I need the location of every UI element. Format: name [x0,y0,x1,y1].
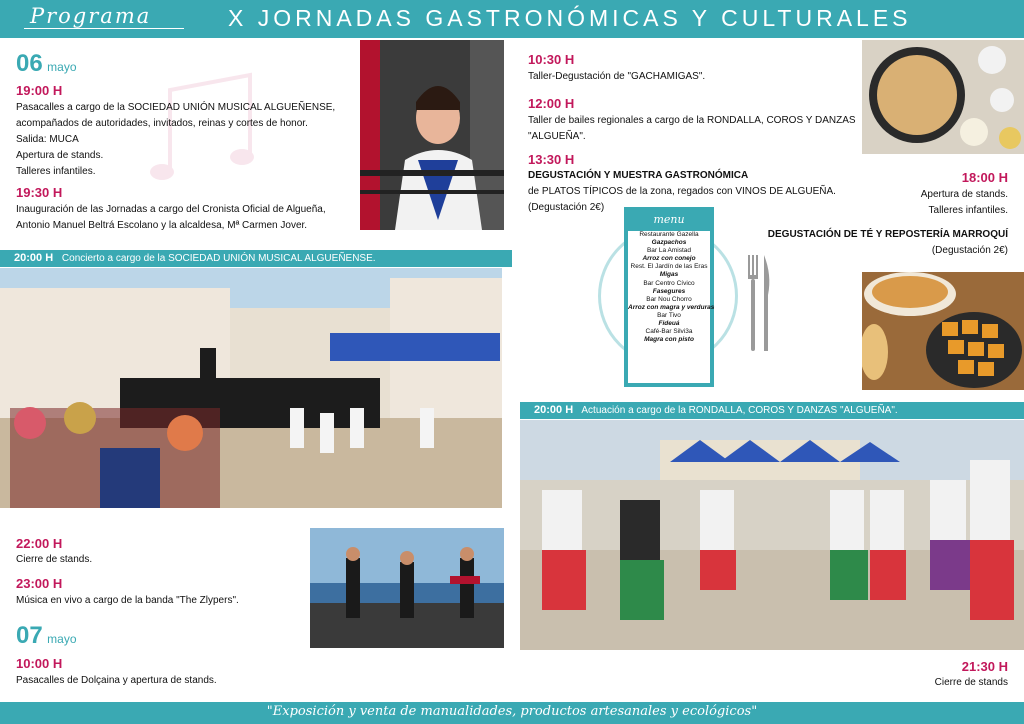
menu-item: Fideuá [658,320,680,328]
event-description: Concierto a cargo de la SOCIEDAD UNIÓN MUSICAL ALGUEÑENSE. [61,253,376,264]
event-time: 22:00 H [16,536,63,551]
pastries-illustration [862,272,1024,390]
menu-item: Arroz con magra y verduras [628,303,715,311]
menu-item: Fasegures [652,287,686,295]
event-time: 18:00 H [961,170,1008,185]
text-line: Apertura de stands. [920,189,1008,200]
day-month: mayo [47,632,77,646]
event-description [16,100,356,180]
event-description: Cierre de stands. [16,554,93,565]
event-description [16,202,356,234]
text-line: DEGUSTACIÓN Y MUESTRA GASTRONÓMICA [528,170,749,181]
day-07-header [16,622,77,650]
text-line: Antonio Manuel Beltrá Escolano y la alcaldesa, Mª Carmen Jover. [16,220,308,231]
event-time: 20:00 H [534,404,574,416]
event-time: 13:30 H [528,152,575,167]
event-description [800,187,1008,219]
event-description: Pasacalles de Dolçaina y apertura de stands. [16,675,217,686]
day-number: 06 [16,50,43,77]
menu-card [624,207,714,387]
fork-knife-icon [744,255,774,355]
menu-item: Bar Nou Chorro [646,295,692,303]
singer-photo [360,40,504,230]
day-number: 07 [16,622,43,649]
event-time: 10:00 H [16,656,63,671]
event-time: 23:00 H [16,576,63,591]
page-title: X JORNADAS GASTRONÓMICAS Y CULTURALES [228,5,912,31]
text-line: (Degustación 2€) [528,202,605,213]
text-line: Salida: MUCA [16,134,79,145]
rondalla-strip [520,402,1024,419]
day-06-header [16,50,77,78]
band-concert-photo [0,268,502,508]
event-time: 12:00 H [528,96,575,111]
text-line: (Degustación 2€) [931,245,1008,256]
event-time: 20:00 H [14,252,54,264]
menu-item: Arroz con conejo [642,255,696,263]
text-line: de PLATOS TÍPICOS de la zona, regados con VINOS DE ALGUEÑA. [528,186,836,197]
event-description: Actuación a cargo de la RONDALLA, COROS Y DANZAS "ALGUEÑA". [581,405,898,416]
menu-list [628,231,715,344]
programa-label: Programa [30,4,152,28]
menu-item: Magra con pisto [644,336,694,344]
event-description [760,227,1008,259]
event-time: 10:30 H [528,52,575,67]
band-zlypers-photo [310,528,504,648]
pastries-photo [862,272,1024,390]
text-line: Talleres infantiles. [16,166,96,177]
menu-item: Bar La Amistad [646,247,692,255]
dancers-photo [520,420,1024,650]
band-zlypers-illustration [310,528,504,648]
event-time: 19:30 H [16,185,63,200]
dancers-illustration [520,420,1024,650]
event-time: 19:00 H [16,83,63,98]
gachamigas-illustration [862,40,1024,154]
menu-item: Rest. El Jardín de las Eras [630,263,708,271]
event-description: Cierre de stands [934,677,1008,688]
text-line: Talleres infantiles. [928,205,1008,216]
text-line: Apertura de stands. [16,150,104,161]
text-line: DEGUSTACIÓN DE TÉ Y REPOSTERÍA MARROQUÍ [767,229,1008,240]
footer-text: "Exposición y venta de manualidades, productos artesanales y ecológicos" [266,704,758,719]
singer-illustration [360,40,504,230]
gachamigas-photo [862,40,1024,154]
text-line: "ALGUEÑA". [528,131,586,142]
menu-item: Bar Tivo [657,311,681,319]
programa-underline [24,28,184,29]
text-line: acompañados de autoridades, invitados, reinas y cortes de honor. [16,118,308,129]
menu-item: Gazpachos [651,239,687,247]
band-concert-illustration [0,268,502,508]
menu-item: Migas [659,271,679,279]
menu-item: Bar Centro Cívico [643,279,695,287]
event-time: 21:30 H [961,659,1008,674]
event-description: Música en vivo a cargo de la banda "The Zlypers". [16,595,239,606]
concert-strip [0,250,512,267]
text-line: Inauguración de las Jornadas a cargo del Cronista Oficial de Algueña, [16,204,326,215]
event-description: Taller-Degustación de "GACHAMIGAS". [528,71,706,82]
text-line: Pasacalles a cargo de la SOCIEDAD UNIÓN MUSICAL ALGUEÑENSE, [16,102,336,113]
event-description [528,113,858,145]
footer-bar [0,702,1024,724]
text-line: Taller de bailes regionales a cargo de la RONDALLA, COROS Y DANZAS [528,115,856,126]
menu-item: Restaurante Gazella [639,231,699,238]
menu-item: Café-Bar Silvi3a [645,328,693,336]
day-month: mayo [47,60,77,74]
menu-title: menu [628,211,710,231]
